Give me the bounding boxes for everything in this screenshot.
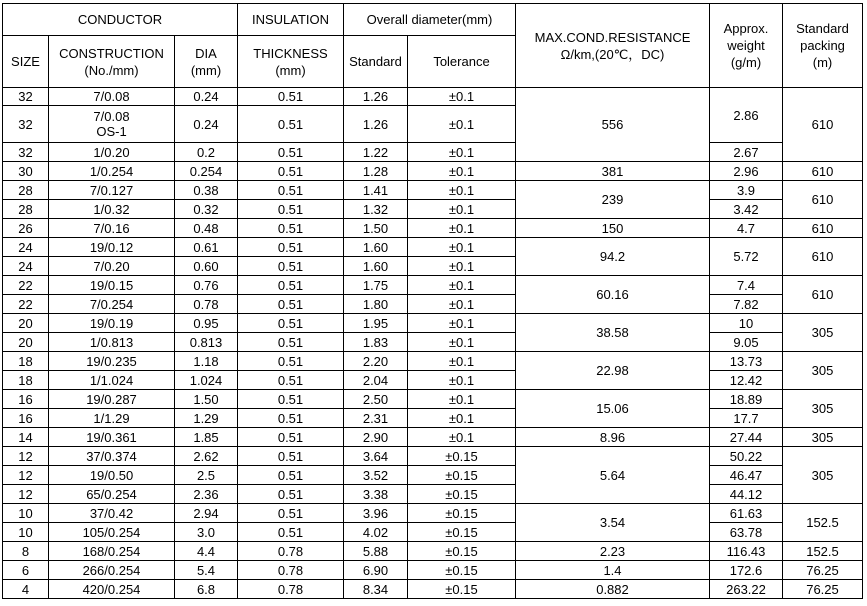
diameter-standard-cell: 1.80: [344, 295, 408, 314]
dia-cell: 0.78: [175, 295, 238, 314]
table-row: [3, 143, 863, 162]
size-cell: 18: [3, 371, 49, 390]
size-cell: 10: [3, 504, 49, 523]
diameter-standard-cell: 2.31: [344, 409, 408, 428]
diameter-standard-cell: 1.50: [344, 219, 408, 238]
conductor-header: CONDUCTOR: [3, 4, 238, 36]
weight-cell: 61.63: [710, 504, 783, 523]
table-row: [3, 181, 863, 200]
diameter-tolerance-cell: ±0.1: [408, 409, 516, 428]
resistance-cell: 8.96: [516, 428, 710, 447]
table-row: [3, 88, 863, 106]
weight-cell: 10: [710, 314, 783, 333]
thickness-cell: 0.51: [238, 523, 344, 542]
dia-cell: 0.24: [175, 88, 238, 106]
packing-cell: 76.25: [783, 561, 863, 580]
construction-cell: 19/0.287: [49, 390, 175, 409]
thickness-cell: 0.51: [238, 162, 344, 181]
weight-cell: 12.42: [710, 371, 783, 390]
weight-cell: 7.4: [710, 276, 783, 295]
thickness-cell: 0.51: [238, 88, 344, 106]
thickness-cell: 0.51: [238, 276, 344, 295]
construction-cell: 7/0.127: [49, 181, 175, 200]
packing-cell: 305: [783, 447, 863, 504]
dia-cell: 0.95: [175, 314, 238, 333]
diameter-standard-cell: 2.90: [344, 428, 408, 447]
dia-cell: 0.61: [175, 238, 238, 257]
diameter-tolerance-cell: ±0.1: [408, 314, 516, 333]
diameter-standard-cell: 1.75: [344, 276, 408, 295]
table-row: [3, 276, 863, 295]
thickness-cell: 0.78: [238, 542, 344, 561]
diameter-standard-cell: 5.88: [344, 542, 408, 561]
thickness-cell: 0.51: [238, 333, 344, 352]
diameter-tolerance-cell: ±0.1: [408, 162, 516, 181]
construction-line: OS-1: [96, 124, 127, 139]
resistance-cell: 3.54: [516, 504, 710, 542]
thickness-cell: 0.51: [238, 257, 344, 276]
packing-cell: 610: [783, 181, 863, 219]
insulation-header: INSULATION: [238, 4, 344, 36]
diameter-tolerance-cell: ±0.1: [408, 143, 516, 162]
construction-cell: 37/0.42: [49, 504, 175, 523]
thickness-cell: 0.78: [238, 580, 344, 599]
table-row: [3, 447, 863, 466]
dia-cell: 0.76: [175, 276, 238, 295]
diameter-standard-cell: 1.83: [344, 333, 408, 352]
size-cell: 16: [3, 390, 49, 409]
diameter-standard-cell: 4.02: [344, 523, 408, 542]
thickness-cell: 0.51: [238, 466, 344, 485]
resistance-cell: 0.882: [516, 580, 710, 599]
table-row: [3, 485, 863, 504]
diameter-standard-cell: 1.60: [344, 257, 408, 276]
diameter-standard-cell: 3.38: [344, 485, 408, 504]
table-row: [3, 314, 863, 333]
table-row: [3, 409, 863, 428]
thickness-cell: 0.51: [238, 143, 344, 162]
table-row: [3, 352, 863, 371]
wire-spec-table: [2, 3, 863, 599]
weight-cell: 2.96: [710, 162, 783, 181]
max-cond-resistance-header: MAX.COND.RESISTANCE Ω/km,(20℃，DC): [516, 4, 710, 88]
packing-cell: 305: [783, 352, 863, 390]
weight-cell: 263.22: [710, 580, 783, 599]
resistance-cell: 60.16: [516, 276, 710, 314]
dia-cell: 0.254: [175, 162, 238, 181]
dia-cell: 0.48: [175, 219, 238, 238]
dia-cell: 2.62: [175, 447, 238, 466]
standard-header: Standard: [344, 36, 408, 88]
diameter-standard-cell: 2.04: [344, 371, 408, 390]
diameter-tolerance-cell: ±0.1: [408, 106, 516, 143]
construction-cell: 19/0.50: [49, 466, 175, 485]
table-row: [3, 504, 863, 523]
dia-cell: 3.0: [175, 523, 238, 542]
table-row: [3, 523, 863, 542]
diameter-tolerance-cell: ±0.1: [408, 88, 516, 106]
packing-cell: 610: [783, 276, 863, 314]
packing-cell: 305: [783, 428, 863, 447]
resistance-cell: 556: [516, 88, 710, 162]
weight-cell: 17.7: [710, 409, 783, 428]
diameter-tolerance-cell: ±0.1: [408, 276, 516, 295]
diameter-tolerance-cell: ±0.1: [408, 371, 516, 390]
diameter-tolerance-cell: ±0.1: [408, 238, 516, 257]
diameter-tolerance-cell: ±0.15: [408, 485, 516, 504]
diameter-tolerance-cell: ±0.1: [408, 352, 516, 371]
diameter-tolerance-cell: ±0.1: [408, 181, 516, 200]
diameter-tolerance-cell: ±0.1: [408, 390, 516, 409]
size-cell: 32: [3, 106, 49, 143]
thickness-cell: 0.51: [238, 504, 344, 523]
construction-cell: 19/0.361: [49, 428, 175, 447]
diameter-tolerance-cell: ±0.15: [408, 504, 516, 523]
construction-cell: 65/0.254: [49, 485, 175, 504]
dia-cell: 1.50: [175, 390, 238, 409]
resistance-cell: 38.58: [516, 314, 710, 352]
thickness-cell: 0.51: [238, 106, 344, 143]
diameter-standard-cell: 1.22: [344, 143, 408, 162]
construction-cell: [49, 106, 175, 143]
dia-cell: 0.60: [175, 257, 238, 276]
thickness-cell: 0.51: [238, 409, 344, 428]
dia-cell: 1.29: [175, 409, 238, 428]
diameter-tolerance-cell: ±0.1: [408, 257, 516, 276]
resistance-cell: 381: [516, 162, 710, 181]
construction-cell: 1/0.254: [49, 162, 175, 181]
construction-header: CONSTRUCTION (No./mm): [49, 36, 175, 88]
weight-cell: 44.12: [710, 485, 783, 504]
packing-cell: 305: [783, 314, 863, 352]
size-cell: 26: [3, 219, 49, 238]
table-row: [3, 371, 863, 390]
dia-cell: 6.8: [175, 580, 238, 599]
dia-cell: 0.2: [175, 143, 238, 162]
table-row: [3, 238, 863, 257]
diameter-tolerance-cell: ±0.1: [408, 428, 516, 447]
standard-packing-header: Standard packing (m): [783, 4, 863, 88]
size-cell: 12: [3, 466, 49, 485]
construction-cell: 7/0.08: [49, 88, 175, 106]
size-cell: 28: [3, 200, 49, 219]
overall-diameter-header: Overall diameter(mm): [344, 4, 516, 36]
dia-cell: 2.36: [175, 485, 238, 504]
diameter-standard-cell: 8.34: [344, 580, 408, 599]
size-cell: 20: [3, 333, 49, 352]
diameter-standard-cell: 1.28: [344, 162, 408, 181]
packing-cell: 152.5: [783, 504, 863, 542]
construction-cell: 19/0.12: [49, 238, 175, 257]
thickness-cell: 0.78: [238, 561, 344, 580]
dia-cell: 1.024: [175, 371, 238, 390]
thickness-cell: 0.51: [238, 219, 344, 238]
resistance-cell: 15.06: [516, 390, 710, 428]
diameter-standard-cell: 3.64: [344, 447, 408, 466]
resistance-cell: 1.4: [516, 561, 710, 580]
size-cell: 30: [3, 162, 49, 181]
diameter-standard-cell: 1.32: [344, 200, 408, 219]
resistance-cell: 94.2: [516, 238, 710, 276]
diameter-standard-cell: 3.52: [344, 466, 408, 485]
dia-header: DIA (mm): [175, 36, 238, 88]
diameter-tolerance-cell: ±0.15: [408, 523, 516, 542]
construction-cell: 1/1.024: [49, 371, 175, 390]
diameter-standard-cell: 1.41: [344, 181, 408, 200]
thickness-cell: 0.51: [238, 390, 344, 409]
construction-cell: 19/0.15: [49, 276, 175, 295]
weight-cell: 27.44: [710, 428, 783, 447]
packing-cell: 610: [783, 162, 863, 181]
weight-cell: 50.22: [710, 447, 783, 466]
packing-cell: 152.5: [783, 542, 863, 561]
table-row: [3, 428, 863, 447]
thickness-cell: 0.51: [238, 371, 344, 390]
size-cell: 32: [3, 143, 49, 162]
thickness-header: THICKNESS (mm): [238, 36, 344, 88]
diameter-standard-cell: 1.26: [344, 88, 408, 106]
dia-cell: 4.4: [175, 542, 238, 561]
construction-cell: 7/0.16: [49, 219, 175, 238]
diameter-standard-cell: 1.26: [344, 106, 408, 143]
construction-cell: 1/0.32: [49, 200, 175, 219]
size-cell: 24: [3, 257, 49, 276]
weight-cell: 3.42: [710, 200, 783, 219]
weight-cell: 116.43: [710, 542, 783, 561]
thickness-cell: 0.51: [238, 352, 344, 371]
dia-cell: 0.38: [175, 181, 238, 200]
weight-cell: 2.86: [710, 88, 783, 143]
table-row: [3, 580, 863, 599]
size-cell: 14: [3, 428, 49, 447]
diameter-tolerance-cell: ±0.15: [408, 542, 516, 561]
size-header: SIZE: [3, 36, 49, 88]
diameter-tolerance-cell: ±0.15: [408, 447, 516, 466]
size-cell: 24: [3, 238, 49, 257]
size-cell: 6: [3, 561, 49, 580]
construction-cell: 1/0.20: [49, 143, 175, 162]
size-cell: 8: [3, 542, 49, 561]
construction-line: 7/0.08: [93, 109, 130, 124]
weight-cell: 9.05: [710, 333, 783, 352]
diameter-standard-cell: 6.90: [344, 561, 408, 580]
dia-cell: 0.24: [175, 106, 238, 143]
weight-cell: 13.73: [710, 352, 783, 371]
thickness-cell: 0.51: [238, 314, 344, 333]
thickness-cell: 0.51: [238, 447, 344, 466]
construction-cell: 1/0.813: [49, 333, 175, 352]
size-cell: 4: [3, 580, 49, 599]
size-cell: 20: [3, 314, 49, 333]
table-body: [3, 88, 863, 599]
diameter-tolerance-cell: ±0.1: [408, 333, 516, 352]
resistance-cell: 5.64: [516, 447, 710, 504]
weight-cell: 4.7: [710, 219, 783, 238]
packing-cell: 76.25: [783, 580, 863, 599]
resistance-cell: 239: [516, 181, 710, 219]
tolerance-header: Tolerance: [408, 36, 516, 88]
dia-cell: 0.813: [175, 333, 238, 352]
diameter-tolerance-cell: ±0.15: [408, 466, 516, 485]
table-row: [3, 466, 863, 485]
weight-cell: 5.72: [710, 238, 783, 276]
weight-cell: 3.9: [710, 181, 783, 200]
diameter-tolerance-cell: ±0.1: [408, 200, 516, 219]
size-cell: 16: [3, 409, 49, 428]
construction-cell: 19/0.19: [49, 314, 175, 333]
thickness-cell: 0.51: [238, 238, 344, 257]
weight-cell: 172.6: [710, 561, 783, 580]
size-cell: 18: [3, 352, 49, 371]
packing-cell: 610: [783, 238, 863, 276]
dia-cell: 2.5: [175, 466, 238, 485]
size-cell: 10: [3, 523, 49, 542]
table-row: [3, 333, 863, 352]
size-cell: 22: [3, 295, 49, 314]
diameter-standard-cell: 2.20: [344, 352, 408, 371]
size-cell: 12: [3, 447, 49, 466]
table-row: [3, 200, 863, 219]
construction-cell: 19/0.235: [49, 352, 175, 371]
diameter-standard-cell: 3.96: [344, 504, 408, 523]
table-row: [3, 390, 863, 409]
construction-cell: 420/0.254: [49, 580, 175, 599]
diameter-standard-cell: 1.60: [344, 238, 408, 257]
construction-cell: 266/0.254: [49, 561, 175, 580]
table-row: [3, 162, 863, 181]
diameter-standard-cell: 2.50: [344, 390, 408, 409]
size-cell: 32: [3, 88, 49, 106]
weight-cell: 2.67: [710, 143, 783, 162]
table-row: [3, 561, 863, 580]
diameter-standard-cell: 1.95: [344, 314, 408, 333]
construction-cell: 7/0.20: [49, 257, 175, 276]
diameter-tolerance-cell: ±0.1: [408, 219, 516, 238]
weight-cell: 18.89: [710, 390, 783, 409]
weight-cell: 46.47: [710, 466, 783, 485]
diameter-tolerance-cell: ±0.1: [408, 295, 516, 314]
dia-cell: 5.4: [175, 561, 238, 580]
table-row: [3, 219, 863, 238]
weight-cell: 7.82: [710, 295, 783, 314]
dia-cell: 1.18: [175, 352, 238, 371]
resistance-cell: 22.98: [516, 352, 710, 390]
construction-cell: 168/0.254: [49, 542, 175, 561]
weight-cell: 63.78: [710, 523, 783, 542]
construction-cell: 1/1.29: [49, 409, 175, 428]
resistance-cell: 150: [516, 219, 710, 238]
resistance-cell: 2.23: [516, 542, 710, 561]
dia-cell: 0.32: [175, 200, 238, 219]
construction-cell: 7/0.254: [49, 295, 175, 314]
construction-cell: 37/0.374: [49, 447, 175, 466]
thickness-cell: 0.51: [238, 485, 344, 504]
thickness-cell: 0.51: [238, 428, 344, 447]
diameter-tolerance-cell: ±0.15: [408, 580, 516, 599]
size-cell: 28: [3, 181, 49, 200]
packing-cell: 305: [783, 390, 863, 428]
packing-cell: 610: [783, 219, 863, 238]
packing-cell: 610: [783, 88, 863, 162]
approx-weight-header: Approx. weight (g/m): [710, 4, 783, 88]
table-row: [3, 542, 863, 561]
size-cell: 12: [3, 485, 49, 504]
table-row: [3, 295, 863, 314]
thickness-cell: 0.51: [238, 181, 344, 200]
dia-cell: 1.85: [175, 428, 238, 447]
dia-cell: 2.94: [175, 504, 238, 523]
thickness-cell: 0.51: [238, 295, 344, 314]
size-cell: 22: [3, 276, 49, 295]
diameter-tolerance-cell: ±0.15: [408, 561, 516, 580]
thickness-cell: 0.51: [238, 200, 344, 219]
construction-cell: 105/0.254: [49, 523, 175, 542]
